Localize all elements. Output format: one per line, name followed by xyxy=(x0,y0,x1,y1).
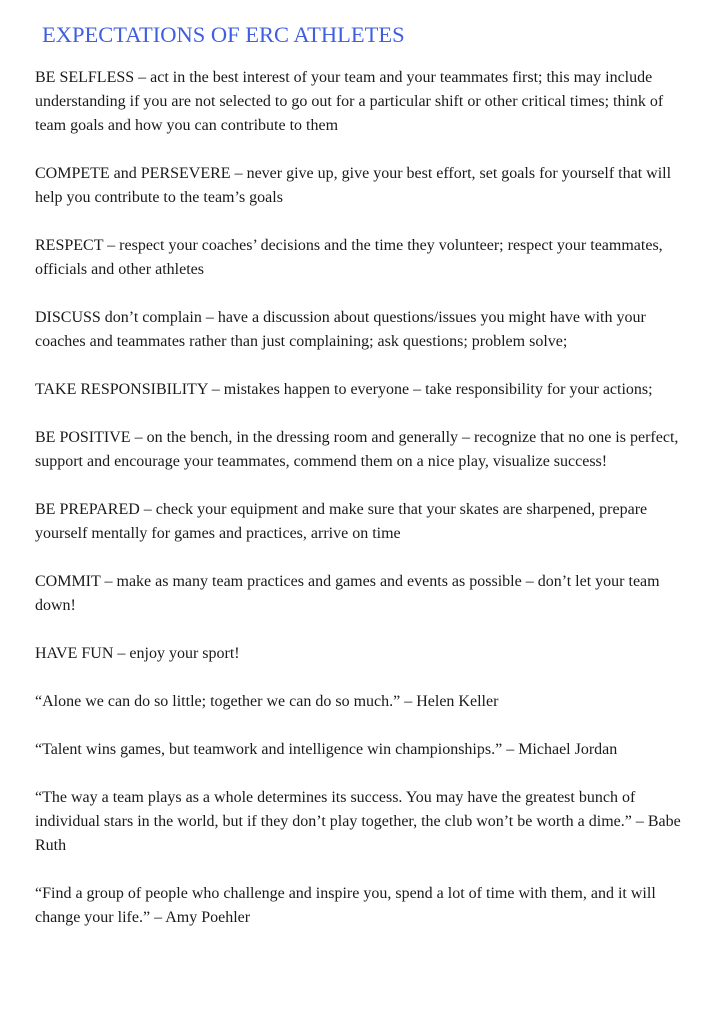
expectation-heading: BE POSITIVE xyxy=(35,429,131,446)
expectation-text: respect your coaches’ decisions and the time they volunteer; respect your teammates, officials and other athletes xyxy=(35,237,663,278)
quote-author: Amy Poehler xyxy=(165,909,251,926)
expectation-heading: BE SELFLESS xyxy=(35,69,135,86)
dash-separator: – xyxy=(103,237,120,254)
dash-separator: – xyxy=(130,429,147,446)
dash-separator: – xyxy=(134,69,151,86)
quote-text: “Alone we can do so little; together we can do so much.” xyxy=(35,693,401,710)
expectations-list xyxy=(35,66,685,666)
expectation-item xyxy=(35,570,685,618)
expectation-heading: HAVE FUN xyxy=(35,645,114,662)
expectation-text: act in the best interest of your team and your teammates first; this may include understanding if you are not selected to go out for a particular shift or other critical times; think of team goals and how you can contribute to them xyxy=(35,69,664,134)
quote-item xyxy=(35,738,685,762)
dash-separator: – xyxy=(631,813,648,830)
page xyxy=(35,0,685,954)
expectation-text: enjoy your sport! xyxy=(129,645,240,662)
expectation-heading: COMMIT xyxy=(35,573,101,590)
expectation-item xyxy=(35,66,685,138)
expectation-item xyxy=(35,234,685,282)
quote-author: Babe Ruth xyxy=(35,813,681,854)
quote-text: “Find a group of people who challenge and inspire you, spend a lot of time with them, and it will change your life.” xyxy=(35,885,656,926)
dash-separator: – xyxy=(502,741,519,758)
expectation-text: make as many team practices and games and events as possible – don’t let your team down! xyxy=(35,573,660,614)
dash-separator: – xyxy=(139,501,156,518)
quote-item xyxy=(35,786,685,858)
expectation-item xyxy=(35,378,685,402)
expectation-heading: COMPETE and PERSEVERE xyxy=(35,165,231,182)
expectation-item xyxy=(35,426,685,474)
expectation-item xyxy=(35,306,685,354)
expectation-text: check your equipment and make sure that your skates are sharpened, prepare yourself mentally for games and practices, arrive on time xyxy=(35,501,648,542)
expectation-heading: BE PREPARED xyxy=(35,501,140,518)
quote-item xyxy=(35,690,685,714)
quote-author: Michael Jordan xyxy=(518,741,618,758)
expectation-text: never give up, give your best effort, set goals for yourself that will help you contribute to the team’s goals xyxy=(35,165,672,206)
quote-item xyxy=(35,882,685,930)
quote-author: Helen Keller xyxy=(416,693,499,710)
expectation-text: on the bench, in the dressing room and generally – recognize that no one is perfect, support and encourage your teammates, commend them on a nice play, visualize success! xyxy=(35,429,679,470)
dash-separator: – xyxy=(150,909,166,926)
quote-text: “Talent wins games, but teamwork and intelligence win championships.” xyxy=(35,741,503,758)
expectation-text: have a discussion about questions/issues you might have with your coaches and teammates rather than just complaining; ask questions; problem solve; xyxy=(35,309,646,350)
expectation-item xyxy=(35,498,685,546)
dash-separator: – xyxy=(113,645,130,662)
dash-separator: – xyxy=(230,165,247,182)
expectation-item xyxy=(35,642,685,666)
page-title: EXPECTATIONS OF ERC ATHLETES xyxy=(42,22,405,47)
quotes-list xyxy=(35,690,685,930)
quote-text: “The way a team plays as a whole determines its success. You may have the greatest bunch of individual stars in the world, but if they don’t play together, the club won’t be worth a dime.” xyxy=(35,789,636,830)
expectation-heading: RESPECT xyxy=(35,237,104,254)
dash-separator: – xyxy=(201,309,218,326)
dash-separator: – xyxy=(400,693,417,710)
expectation-item xyxy=(35,162,685,210)
dash-separator: – xyxy=(100,573,117,590)
expectation-heading: TAKE RESPONSIBILITY xyxy=(35,381,208,398)
expectation-heading: DISCUSS don’t complain xyxy=(35,309,202,326)
dash-separator: – xyxy=(207,381,224,398)
expectation-text: mistakes happen to everyone – take responsibility for your actions; xyxy=(223,381,653,398)
